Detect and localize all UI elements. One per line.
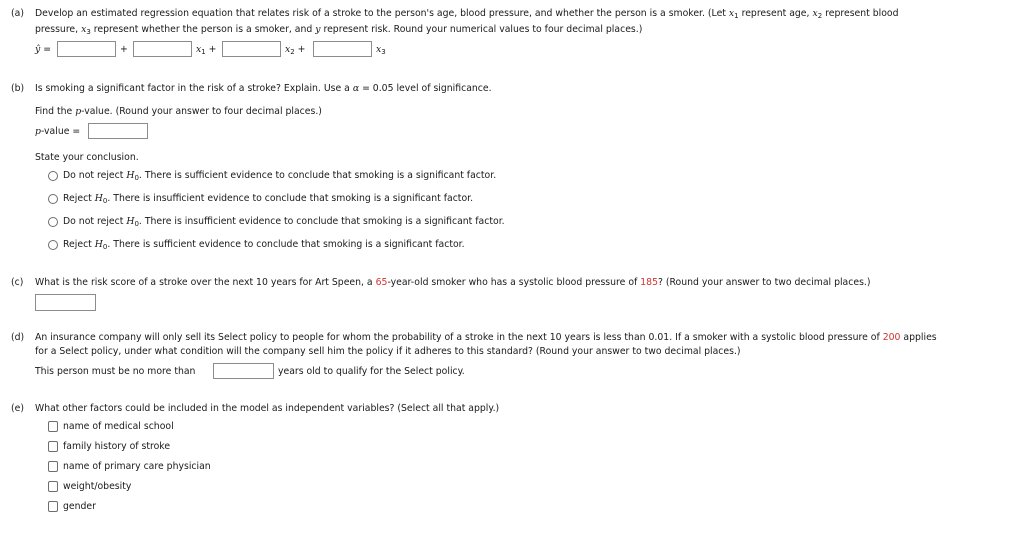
conclusion-radio-3[interactable] xyxy=(48,217,58,227)
conclusion-option-2[interactable]: Reject $H_0$. There is insufficient evidence to conclude that smoking is a significant factor. xyxy=(63,193,474,205)
factor-option-1[interactable]: name of medical school xyxy=(63,421,174,432)
part-b-question: Is smoking a significant factor in the risk of a stroke? Explain. Use a α = 0.05 level of significance. xyxy=(35,83,492,94)
pvalue-label: p-value = xyxy=(35,126,81,137)
part-d-label: (d) xyxy=(11,332,25,343)
conclusion-radio-1[interactable] xyxy=(48,171,58,181)
yhat-label: ŷ = xyxy=(35,44,52,55)
pvalue-input[interactable] xyxy=(88,123,148,139)
conclusion-option-1[interactable]: Do not reject $H_0$. There is sufficient evidence to conclude that smoking is a significant factor. xyxy=(63,170,497,182)
term-x3: $x_3$ xyxy=(376,44,386,56)
age-limit-prefix: This person must be no more than xyxy=(35,366,196,377)
part-a-label: (a) xyxy=(11,8,24,19)
plus-sign: + xyxy=(120,44,128,55)
factor-checkbox-2[interactable] xyxy=(48,441,58,452)
coef-x2-input[interactable] xyxy=(222,41,281,57)
term-x1: $x_1$ + xyxy=(196,44,217,56)
age-limit-input[interactable] xyxy=(213,363,274,379)
part-e-question: What other factors could be included in the model as independent variables? (Select all that apply.) xyxy=(35,403,500,414)
factor-option-2[interactable]: family history of stroke xyxy=(63,441,171,452)
conclusion-radio-4[interactable] xyxy=(48,240,58,250)
find-pvalue-text: Find the p-value. (Round your answer to four decimal places.) xyxy=(35,106,322,117)
age-limit-suffix: years old to qualify for the Select policy. xyxy=(278,366,465,377)
intercept-input[interactable] xyxy=(57,41,116,57)
factor-checkbox-4[interactable] xyxy=(48,481,58,492)
factor-checkbox-1[interactable] xyxy=(48,421,58,432)
factor-option-3[interactable]: name of primary care physician xyxy=(63,461,211,472)
part-d-question-line2: for a Select policy, under what condition will the company sell him the policy if it adheres to this standard? (Round your answer to two decimal places.) xyxy=(35,346,741,357)
risk-score-input[interactable] xyxy=(35,294,96,311)
part-a-question-line2: pressure, $x_3$ represent whether the person is a smoker, and y represent risk. Round your numerical values to four decimal places.) xyxy=(35,24,643,36)
coef-x3-input[interactable] xyxy=(313,41,372,57)
coef-x1-input[interactable] xyxy=(133,41,192,57)
factor-checkbox-5[interactable] xyxy=(48,501,58,512)
part-d-question-line1: An insurance company will only sell its Select policy to people for whom the probability of a stroke in the next 10 years is less than 0.01. If a smoker with a systolic blood pressure of 200 applies xyxy=(35,332,937,343)
term-x2: $x_2$ + xyxy=(285,44,306,56)
state-conclusion: State your conclusion. xyxy=(35,152,139,163)
part-c-question: What is the risk score of a stroke over the next 10 years for Art Speen, a 65-year-old smoker who has a systolic blood pressure of 185? (Round your answer to two decimal places.) xyxy=(35,277,871,288)
part-b-label: (b) xyxy=(11,83,25,94)
part-a-question-line1: Develop an estimated regression equation that relates risk of a stroke to the person's age, blood pressure, and whether the person is a smoker. (Let $x_1$ represent age, $x_2$ represent blood xyxy=(35,8,899,20)
factor-option-4[interactable]: weight/obesity xyxy=(63,481,132,492)
conclusion-radio-2[interactable] xyxy=(48,194,58,204)
conclusion-option-4[interactable]: Reject $H_0$. There is sufficient evidence to conclude that smoking is a significant factor. xyxy=(63,239,465,251)
factor-option-5[interactable]: gender xyxy=(63,501,96,512)
part-c-label: (c) xyxy=(11,277,24,288)
factor-checkbox-3[interactable] xyxy=(48,461,58,472)
conclusion-option-3[interactable]: Do not reject $H_0$. There is insufficient evidence to conclude that smoking is a significant factor. xyxy=(63,216,505,228)
part-e-label: (e) xyxy=(11,403,24,414)
